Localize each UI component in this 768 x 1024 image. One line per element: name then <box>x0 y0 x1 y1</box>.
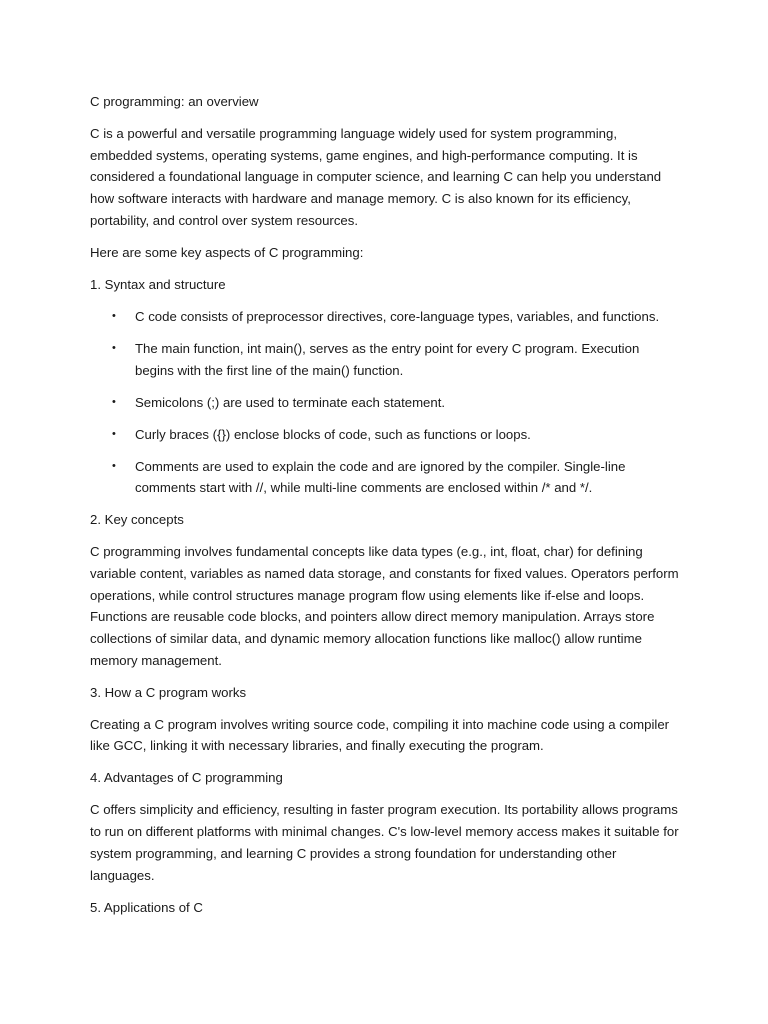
bullet-icon: • <box>112 341 116 354</box>
list-item-text: The main function, int main(), serves as the entry point for every C program. Execution begins with the first line of the main() function. <box>135 340 640 378</box>
bullet-icon: • <box>112 395 116 408</box>
bullet-icon: • <box>112 309 116 322</box>
section-heading-syntax: 1. Syntax and structure <box>90 276 226 292</box>
intro-paragraph: C is a powerful and versatile programming language widely used for system programming, embedded systems, operating systems, game engines, and high-performance computing. It is considered a foundational language in computer science, and learning C can help you understand how software interacts with hardware and manage memory. C is also known for its efficiency, portability, and control over system resources. <box>90 126 662 228</box>
list-item-text: Semicolons (;) are used to terminate each statement. <box>135 394 446 410</box>
how-it-works-paragraph: Creating a C program involves writing source code, compiling it into machine code using a compiler like GCC, linking it with necessary libraries, and finally executing the program. <box>90 716 670 754</box>
list-item-text: Comments are used to explain the code and are ignored by the compiler. Single-line comments start with //, while multi-line comments are enclosed within /* and */. <box>135 458 626 496</box>
lead-in-paragraph: Here are some key aspects of C programming: <box>90 244 364 260</box>
list-item <box>90 338 680 381</box>
section-heading-applications: 5. Applications of C <box>90 899 203 915</box>
section-heading-advantages: 4. Advantages of C programming <box>90 770 283 786</box>
section-heading-how-it-works: 3. How a C program works <box>90 684 247 700</box>
list-item-text: C code consists of preprocessor directives, core-language types, variables, and functions. <box>135 308 660 324</box>
bullet-icon: • <box>112 427 116 440</box>
bullet-icon: • <box>112 459 116 472</box>
key-concepts-paragraph: C programming involves fundamental concepts like data types (e.g., int, float, char) for defining variable content, variables as named data storage, and constants for fixed values. Operators perform operations, while control structures manage program flow using elements like if-else and loops. Functions are reusable code blocks, and pointers allow direct memory manipulation. Arrays store collections of similar data, and dynamic memory allocation functions like malloc() allow runtime memory management. <box>90 544 679 668</box>
advantages-paragraph: C offers simplicity and efficiency, resulting in faster program execution. Its portability allows programs to run on different platforms with minimal changes. C's low-level memory access makes it suitable for system programming, and learning C provides a strong foundation for understanding other languages. <box>90 802 679 883</box>
document-title: C programming: an overview <box>90 94 259 109</box>
list-item-text: Curly braces ({}) enclose blocks of code, such as functions or loops. <box>135 426 531 442</box>
list-item <box>90 456 680 499</box>
syntax-bullet-list <box>90 306 680 499</box>
section-heading-key-concepts: 2. Key concepts <box>90 512 184 528</box>
list-item <box>90 306 680 328</box>
list-item <box>90 424 680 446</box>
document-page <box>90 91 680 929</box>
list-item <box>90 392 680 414</box>
